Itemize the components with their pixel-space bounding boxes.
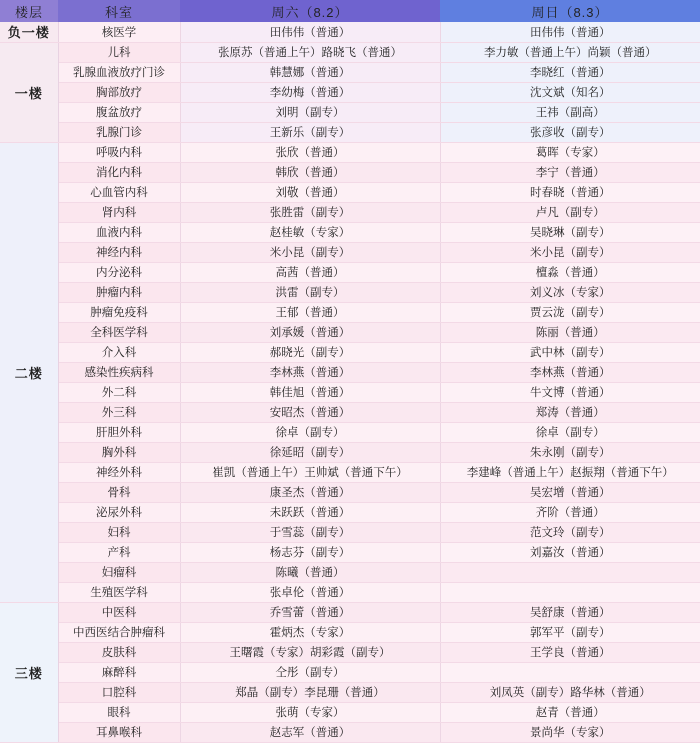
- floor-label: 一楼: [0, 42, 58, 142]
- saturday-doctor-cell: 张胜雷（副专）: [180, 202, 440, 222]
- saturday-doctor-cell: 刘敬（普通）: [180, 182, 440, 202]
- saturday-doctor-cell: 韩欣（普通）: [180, 162, 440, 182]
- saturday-doctor-cell: 徐卓（副专）: [180, 422, 440, 442]
- sunday-doctor-cell: 郭军平（副专）: [440, 622, 700, 642]
- saturday-doctor-cell: 杨志芬（副专）: [180, 542, 440, 562]
- department-cell: 儿科: [58, 42, 180, 62]
- department-cell: 肿瘤免疫科: [58, 302, 180, 322]
- table-header: [0, 0, 700, 22]
- table-row: [0, 402, 700, 422]
- saturday-doctor-cell: 赵桂敏（专家）: [180, 222, 440, 242]
- saturday-doctor-cell: 王新乐（副专）: [180, 122, 440, 142]
- sunday-doctor-cell: 田伟伟（普通）: [440, 22, 700, 42]
- sunday-doctor-cell: 景尚华（专家）: [440, 722, 700, 742]
- table-row: [0, 702, 700, 722]
- header-floor: 楼层: [0, 0, 58, 22]
- table-row: [0, 602, 700, 622]
- sunday-doctor-cell: 刘凤英（副专）路华林（普通）: [440, 682, 700, 702]
- table-row: [0, 382, 700, 402]
- sunday-doctor-cell: 牛文博（普通）: [440, 382, 700, 402]
- sunday-doctor-cell: 赵青（普通）: [440, 702, 700, 722]
- sunday-doctor-cell: 范文玲（副专）: [440, 522, 700, 542]
- department-cell: 内分泌科: [58, 262, 180, 282]
- table-row: [0, 62, 700, 82]
- sunday-doctor-cell: 徐卓（副专）: [440, 422, 700, 442]
- department-cell: 乳腺门诊: [58, 122, 180, 142]
- department-cell: 中医科: [58, 602, 180, 622]
- saturday-doctor-cell: 王郁（普通）: [180, 302, 440, 322]
- department-cell: 妇科: [58, 522, 180, 542]
- department-cell: 介入科: [58, 342, 180, 362]
- floor-label: 二楼: [0, 142, 58, 602]
- department-cell: 皮肤科: [58, 642, 180, 662]
- department-cell: 麻醉科: [58, 662, 180, 682]
- table-row: [0, 142, 700, 162]
- sunday-doctor-cell: [440, 582, 700, 602]
- table-row: [0, 622, 700, 642]
- table-row: [0, 462, 700, 482]
- saturday-doctor-cell: 韩慧娜（普通）: [180, 62, 440, 82]
- sunday-doctor-cell: 米小昆（副专）: [440, 242, 700, 262]
- department-cell: 中西医结合肿瘤科: [58, 622, 180, 642]
- saturday-doctor-cell: 李林燕（普通）: [180, 362, 440, 382]
- department-cell: 骨科: [58, 482, 180, 502]
- table-row: [0, 642, 700, 662]
- saturday-doctor-cell: 韩佳旭（普通）: [180, 382, 440, 402]
- department-cell: 妇瘤科: [58, 562, 180, 582]
- floor-label: 三楼: [0, 602, 58, 742]
- table-row: [0, 562, 700, 582]
- table-row: [0, 722, 700, 742]
- table-row: [0, 82, 700, 102]
- saturday-doctor-cell: 霍炳杰（专家）: [180, 622, 440, 642]
- table-row: [0, 242, 700, 262]
- table-row: [0, 42, 700, 62]
- department-cell: 呼吸内科: [58, 142, 180, 162]
- saturday-doctor-cell: 徐延昭（副专）: [180, 442, 440, 462]
- sunday-doctor-cell: 葛晖（专家）: [440, 142, 700, 162]
- sunday-doctor-cell: 武中林（副专）: [440, 342, 700, 362]
- table-body: [0, 22, 700, 742]
- sunday-doctor-cell: 张彦收（副专）: [440, 122, 700, 142]
- header-saturday: 周六（8.2）: [180, 0, 440, 22]
- department-cell: 胸部放疗: [58, 82, 180, 102]
- table-row: [0, 342, 700, 362]
- sunday-doctor-cell: 吴舒康（普通）: [440, 602, 700, 622]
- department-cell: 心血管内科: [58, 182, 180, 202]
- saturday-doctor-cell: 张卓伦（普通）: [180, 582, 440, 602]
- table-row: [0, 222, 700, 242]
- department-cell: 生殖医学科: [58, 582, 180, 602]
- saturday-doctor-cell: 崔凯（普通上午）王帅斌（普通下午）: [180, 462, 440, 482]
- sunday-doctor-cell: 齐阶（普通）: [440, 502, 700, 522]
- department-cell: 胸外科: [58, 442, 180, 462]
- table-row: [0, 522, 700, 542]
- department-cell: 消化内科: [58, 162, 180, 182]
- saturday-doctor-cell: 乔雪蕾（普通）: [180, 602, 440, 622]
- department-cell: 肿瘤内科: [58, 282, 180, 302]
- sunday-doctor-cell: 王学良（普通）: [440, 642, 700, 662]
- sunday-doctor-cell: 李力敏（普通上午）尚颖（普通）: [440, 42, 700, 62]
- floor-label: 负一楼: [0, 22, 58, 42]
- sunday-doctor-cell: 王祎（副高）: [440, 102, 700, 122]
- department-cell: 肾内科: [58, 202, 180, 222]
- saturday-doctor-cell: 赵志军（普通）: [180, 722, 440, 742]
- table-row: [0, 542, 700, 562]
- saturday-doctor-cell: 田伟伟（普通）: [180, 22, 440, 42]
- table-row: [0, 102, 700, 122]
- sunday-doctor-cell: 贾云泷（副专）: [440, 302, 700, 322]
- department-cell: 神经外科: [58, 462, 180, 482]
- table-row: [0, 122, 700, 142]
- department-cell: 外二科: [58, 382, 180, 402]
- table-row: [0, 682, 700, 702]
- sunday-doctor-cell: 时春晓（普通）: [440, 182, 700, 202]
- department-cell: 泌尿外科: [58, 502, 180, 522]
- sunday-doctor-cell: 沈文斌（知名）: [440, 82, 700, 102]
- saturday-doctor-cell: 未跃跃（普通）: [180, 502, 440, 522]
- table-row: [0, 322, 700, 342]
- sunday-doctor-cell: 李林燕（普通）: [440, 362, 700, 382]
- table-row: [0, 302, 700, 322]
- table-row: [0, 282, 700, 302]
- saturday-doctor-cell: 刘明（副专）: [180, 102, 440, 122]
- table-row: [0, 182, 700, 202]
- saturday-doctor-cell: 李幼梅（普通）: [180, 82, 440, 102]
- table-row: [0, 422, 700, 442]
- sunday-doctor-cell: 李建峰（普通上午）赵振翔（普通下午）: [440, 462, 700, 482]
- table-row: [0, 262, 700, 282]
- department-cell: 口腔科: [58, 682, 180, 702]
- sunday-doctor-cell: 郑涛（普通）: [440, 402, 700, 422]
- table-row: [0, 582, 700, 602]
- saturday-doctor-cell: 张欣（普通）: [180, 142, 440, 162]
- sunday-doctor-cell: 李晓红（普通）: [440, 62, 700, 82]
- saturday-doctor-cell: 郑晶（副专）李昆珊（普通）: [180, 682, 440, 702]
- sunday-doctor-cell: 刘嘉汝（普通）: [440, 542, 700, 562]
- table-row: [0, 662, 700, 682]
- saturday-doctor-cell: 米小昆（副专）: [180, 242, 440, 262]
- sunday-doctor-cell: 李宁（普通）: [440, 162, 700, 182]
- saturday-doctor-cell: 郝晓光（副专）: [180, 342, 440, 362]
- sunday-doctor-cell: 朱永刚（副专）: [440, 442, 700, 462]
- department-cell: 腹盆放疗: [58, 102, 180, 122]
- department-cell: 肝胆外科: [58, 422, 180, 442]
- table-row: [0, 442, 700, 462]
- sunday-doctor-cell: 檀淼（普通）: [440, 262, 700, 282]
- saturday-doctor-cell: 张原苏（普通上午）路晓飞（普通）: [180, 42, 440, 62]
- sunday-doctor-cell: 吴宏增（普通）: [440, 482, 700, 502]
- sunday-doctor-cell: 吴晓琳（副专）: [440, 222, 700, 242]
- table-row: [0, 362, 700, 382]
- saturday-doctor-cell: 高茜（普通）: [180, 262, 440, 282]
- saturday-doctor-cell: 于雪蕊（副专）: [180, 522, 440, 542]
- department-cell: 核医学: [58, 22, 180, 42]
- department-cell: 乳腺血液放疗门诊: [58, 62, 180, 82]
- table-row: [0, 502, 700, 522]
- saturday-doctor-cell: 张萌（专家）: [180, 702, 440, 722]
- department-cell: 全科医学科: [58, 322, 180, 342]
- sunday-doctor-cell: 刘义冰（专家）: [440, 282, 700, 302]
- sunday-doctor-cell: [440, 562, 700, 582]
- table-row: [0, 482, 700, 502]
- saturday-doctor-cell: 康圣杰（普通）: [180, 482, 440, 502]
- table-row: [0, 202, 700, 222]
- header-sunday: 周日（8.3）: [440, 0, 700, 22]
- table-row: [0, 22, 700, 42]
- department-cell: 产科: [58, 542, 180, 562]
- department-cell: 感染性疾病科: [58, 362, 180, 382]
- saturday-doctor-cell: 安昭杰（普通）: [180, 402, 440, 422]
- header-department: 科室: [58, 0, 180, 22]
- saturday-doctor-cell: 洪雷（副专）: [180, 282, 440, 302]
- saturday-doctor-cell: 陈曦（普通）: [180, 562, 440, 582]
- saturday-doctor-cell: 王曙霞（专家）胡彩霞（副专）: [180, 642, 440, 662]
- department-cell: 神经内科: [58, 242, 180, 262]
- sunday-doctor-cell: [440, 662, 700, 682]
- sunday-doctor-cell: 卢凡（副专）: [440, 202, 700, 222]
- saturday-doctor-cell: 刘承媛（普通）: [180, 322, 440, 342]
- sunday-doctor-cell: 陈丽（普通）: [440, 322, 700, 342]
- saturday-doctor-cell: 仝彤（副专）: [180, 662, 440, 682]
- department-cell: 耳鼻喉科: [58, 722, 180, 742]
- table-row: [0, 162, 700, 182]
- department-cell: 血液内科: [58, 222, 180, 242]
- department-cell: 眼科: [58, 702, 180, 722]
- department-cell: 外三科: [58, 402, 180, 422]
